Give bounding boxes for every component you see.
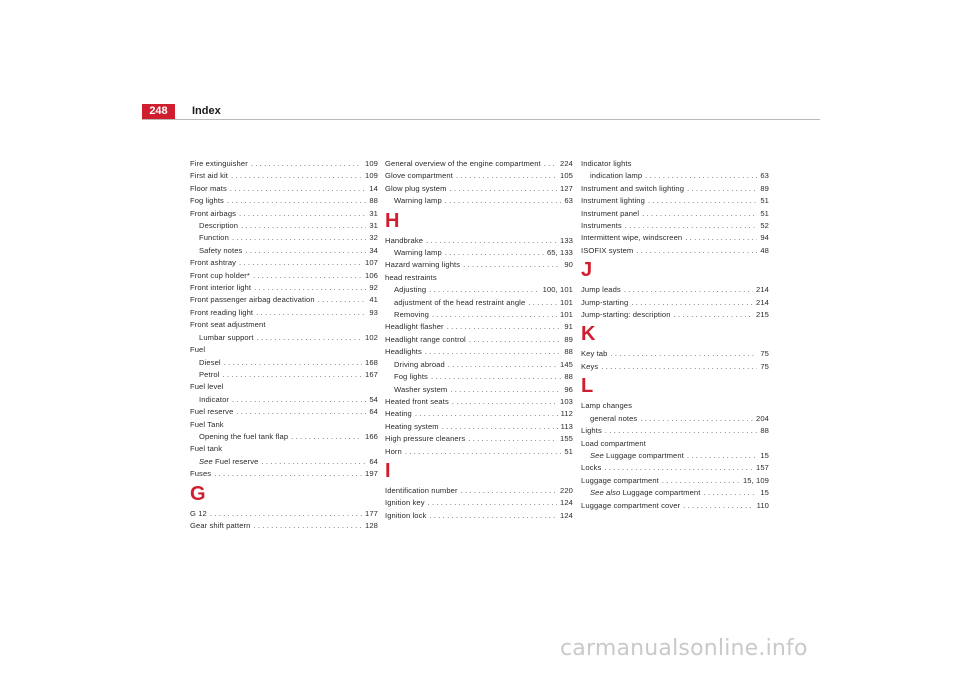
leader-dots — [604, 462, 753, 474]
entry-term: Function — [199, 233, 229, 243]
leader-dots — [452, 396, 557, 408]
index-subentry — [385, 297, 573, 309]
index-entry — [190, 270, 378, 282]
index-subentry — [385, 371, 573, 383]
leader-dots — [245, 245, 366, 257]
leader-dots — [687, 183, 757, 195]
index-entry — [190, 381, 378, 393]
index-entry — [385, 272, 573, 284]
index-entry — [385, 170, 573, 182]
section-letter: L — [581, 375, 594, 398]
entry-term: Heating system — [385, 421, 439, 431]
page-reference: 88 — [369, 196, 378, 206]
header-divider — [142, 119, 820, 120]
page-reference: 109 — [365, 171, 378, 181]
page-reference: 92 — [369, 283, 378, 293]
entry-term: Luggage compartment cover — [581, 500, 681, 510]
entry-term: Jump leads — [581, 285, 621, 295]
page-reference: 90 — [564, 260, 573, 270]
leader-dots — [631, 297, 753, 309]
page-reference: 106 — [365, 270, 378, 280]
entry-term: Washer system — [394, 384, 448, 394]
entry-term: Front interior light — [190, 283, 252, 293]
page-reference: 220 — [560, 485, 573, 495]
entry-term: adjustment of the head restraint angle — [394, 297, 526, 307]
leader-dots — [442, 421, 558, 433]
leader-dots — [426, 235, 557, 247]
page-title: Index — [192, 105, 221, 117]
index-entry — [190, 520, 378, 532]
leader-dots — [469, 334, 562, 346]
leader-dots — [236, 406, 366, 418]
page-reference: 157 — [756, 463, 769, 473]
page-reference: 88 — [564, 372, 573, 382]
index-subentry — [385, 359, 573, 371]
entry-term: indication lamp — [590, 171, 643, 181]
see-reference: See also — [590, 488, 621, 498]
page-reference: 88 — [564, 347, 573, 357]
index-entry — [190, 257, 378, 269]
entry-term: Hazard warning lights — [385, 260, 461, 270]
page-reference: 75 — [760, 349, 769, 359]
page-reference: 32 — [369, 233, 378, 243]
leader-dots — [428, 497, 557, 509]
page-reference: 167 — [365, 369, 378, 379]
page-reference: 107 — [365, 258, 378, 268]
entry-term: Adjusting — [394, 285, 427, 295]
entry-term: Fuel level — [190, 382, 224, 392]
page-reference: 89 — [760, 183, 769, 193]
index-entry — [581, 208, 769, 220]
index-column-1 — [190, 158, 378, 532]
index-entry — [581, 232, 769, 244]
entry-term: Indicator — [199, 394, 230, 404]
leader-dots — [445, 195, 562, 207]
leader-dots — [251, 158, 362, 170]
page-reference: 103 — [560, 396, 573, 406]
entry-term: Gear shift pattern — [190, 520, 251, 530]
page-reference: 96 — [564, 384, 573, 394]
entry-term: Front cup holder* — [190, 270, 250, 280]
index-entry — [190, 319, 378, 331]
index-entry — [190, 183, 378, 195]
page-reference: 113 — [560, 421, 573, 431]
entry-term: Headlights — [385, 347, 422, 357]
index-subentry — [385, 284, 573, 296]
leader-dots — [447, 321, 562, 333]
leader-dots — [257, 332, 362, 344]
entry-term: Identification number — [385, 485, 458, 495]
page-reference: 63 — [760, 171, 769, 181]
page-reference: 31 — [369, 208, 378, 218]
index-entry — [581, 400, 769, 412]
page-reference: 166 — [365, 431, 378, 441]
page-reference: 51 — [760, 208, 769, 218]
leader-dots — [461, 485, 557, 497]
entry-term: Glow plug system — [385, 183, 447, 193]
page-reference: 64 — [369, 456, 378, 466]
page-reference: 34 — [369, 245, 378, 255]
leader-dots — [253, 520, 362, 532]
leader-dots — [624, 284, 753, 296]
entry-term: Front seat adjustment — [190, 320, 266, 330]
leader-dots — [232, 232, 366, 244]
leader-dots — [601, 361, 757, 373]
index-entry — [581, 475, 769, 487]
entry-term: Instrument panel — [581, 208, 640, 218]
entry-term: Front reading light — [190, 307, 254, 317]
entry-term: Instrument and switch lighting — [581, 183, 685, 193]
leader-dots — [450, 384, 561, 396]
index-entry — [581, 297, 769, 309]
entry-term: general notes — [590, 413, 638, 423]
index-entry — [385, 396, 573, 408]
section-letter: H — [385, 209, 400, 232]
index-entry — [385, 485, 573, 497]
index-entry — [581, 158, 769, 170]
entry-term: Ignition lock — [385, 510, 427, 520]
see-reference: See — [590, 450, 604, 460]
page-reference: 112 — [560, 409, 573, 419]
entry-term: Fuel Tank — [190, 419, 224, 429]
leader-dots — [253, 270, 362, 282]
page-reference: 48 — [760, 245, 769, 255]
leader-dots — [232, 394, 366, 406]
index-entry — [190, 406, 378, 418]
page-reference: 124 — [560, 498, 573, 508]
index-subentry — [581, 413, 769, 425]
index-entry — [581, 425, 769, 437]
index-subentry — [190, 245, 378, 257]
entry-term: Ignition key — [385, 498, 425, 508]
index-entry — [190, 468, 378, 480]
leader-dots — [645, 170, 757, 182]
index-entry — [385, 433, 573, 445]
index-entry — [385, 346, 573, 358]
entry-term: Diesel — [199, 357, 221, 367]
entry-term: Luggage compartment — [581, 475, 659, 485]
index-entry — [385, 321, 573, 333]
index-subentry — [581, 487, 769, 499]
index-entry — [581, 245, 769, 257]
entry-term: Glove compartment — [385, 171, 453, 181]
index-entry — [385, 158, 573, 170]
leader-dots — [425, 346, 561, 358]
leader-dots — [683, 500, 753, 512]
index-entry — [190, 508, 378, 520]
section-letter: I — [385, 459, 391, 482]
index-entry — [581, 361, 769, 373]
page-reference: 214 — [756, 297, 769, 307]
leader-dots — [318, 294, 367, 306]
leader-dots — [468, 433, 557, 445]
leader-dots — [415, 408, 558, 420]
section-letter: K — [581, 323, 596, 346]
entry-term: Key tab — [581, 349, 608, 359]
entry-term: G 12 — [190, 508, 207, 518]
leader-dots — [429, 284, 540, 296]
page-reference: 110 — [756, 500, 769, 510]
index-subentry — [190, 394, 378, 406]
index-subentry — [385, 309, 573, 321]
entry-term: High pressure cleaners — [385, 434, 466, 444]
index-entry — [190, 282, 378, 294]
entry-term: Instruments — [581, 221, 622, 231]
leader-dots — [605, 425, 757, 437]
entry-term: First aid kit — [190, 171, 229, 181]
leader-dots — [662, 475, 740, 487]
leader-dots — [687, 450, 757, 462]
page-reference: 133 — [560, 235, 573, 245]
index-entry — [581, 438, 769, 450]
leader-dots — [640, 413, 753, 425]
entry-term: Luggage compartment — [606, 450, 684, 460]
page-reference: 52 — [760, 221, 769, 231]
leader-dots — [214, 468, 362, 480]
index-subentry — [385, 247, 573, 259]
index-entry — [581, 309, 769, 321]
leader-dots — [239, 257, 362, 269]
entry-term: Lamp changes — [581, 401, 633, 411]
page-reference: 197 — [365, 469, 378, 479]
leader-dots — [544, 158, 557, 170]
leader-dots — [674, 309, 753, 321]
page-reference: 15, 109 — [742, 475, 769, 485]
page-reference: 63 — [564, 196, 573, 206]
page-reference: 41 — [369, 295, 378, 305]
index-entry — [581, 183, 769, 195]
page-reference: 75 — [760, 361, 769, 371]
entry-term: Floor mats — [190, 183, 227, 193]
leader-dots — [405, 446, 561, 458]
page-reference: 15 — [760, 488, 769, 498]
watermark: carmanualsonline.info — [560, 636, 808, 661]
page-reference: 215 — [756, 310, 769, 320]
entry-term: Lights — [581, 426, 602, 436]
page-number-badge: 248 — [142, 104, 175, 119]
page-reference: 124 — [560, 510, 573, 520]
page-reference: 127 — [560, 183, 573, 193]
entry-term: Intermittent wipe, windscreen — [581, 233, 683, 243]
page-reference: 91 — [564, 322, 573, 332]
entry-term: Locks — [581, 463, 602, 473]
index-entry — [190, 195, 378, 207]
entry-term: General overview of the engine compartment — [385, 159, 541, 168]
entry-term: Jump-starting: description — [581, 310, 671, 320]
index-subentry — [190, 357, 378, 369]
entry-term: Driving abroad — [394, 359, 445, 369]
entry-term: Fuel tank — [190, 444, 223, 454]
entry-term: head restraints — [385, 272, 437, 282]
page-reference: 109 — [365, 159, 378, 168]
index-entry — [190, 307, 378, 319]
page-reference: 15 — [760, 450, 769, 460]
leader-dots — [230, 183, 366, 195]
leader-dots — [210, 508, 362, 520]
index-subentry — [190, 456, 378, 468]
index-entry — [581, 462, 769, 474]
page-reference: 102 — [365, 332, 378, 342]
leader-dots — [231, 170, 362, 182]
page-reference: 145 — [560, 359, 573, 369]
entry-term: Fuel reserve — [190, 407, 234, 417]
leader-dots — [610, 348, 757, 360]
entry-term: Front ashtray — [190, 258, 237, 268]
index-entry — [385, 408, 573, 420]
entry-term: Lumbar support — [199, 332, 254, 342]
leader-dots — [625, 220, 758, 232]
leader-dots — [256, 307, 366, 319]
leader-dots — [450, 183, 557, 195]
section-letter: G — [190, 482, 206, 505]
page-reference: 51 — [760, 196, 769, 206]
entry-term: Warning lamp — [394, 248, 442, 258]
page-reference: 93 — [369, 307, 378, 317]
index-entry — [385, 235, 573, 247]
index-entry — [581, 220, 769, 232]
leader-dots — [463, 259, 561, 271]
page-reference: 100, 101 — [542, 285, 573, 295]
page-reference: 31 — [369, 221, 378, 231]
entry-term: Front passenger airbag deactivation — [190, 295, 315, 305]
entry-term: Fog lights — [190, 196, 224, 206]
leader-dots — [448, 359, 557, 371]
entry-term: Fire extinguisher — [190, 159, 248, 168]
index-column-2 — [385, 158, 573, 522]
page-reference: 155 — [560, 434, 573, 444]
leader-dots — [241, 220, 366, 232]
entry-term: Warning lamp — [394, 196, 442, 206]
entry-term: Safety notes — [199, 245, 243, 255]
entry-term: Fuel reserve — [215, 456, 259, 466]
leader-dots — [445, 247, 544, 259]
page-reference: 204 — [756, 413, 769, 423]
leader-dots — [648, 195, 757, 207]
leader-dots — [261, 456, 366, 468]
page-reference: 214 — [756, 285, 769, 295]
index-column-3 — [581, 158, 769, 512]
index-subentry — [581, 170, 769, 182]
index-subentry — [385, 195, 573, 207]
page-reference: 101 — [560, 297, 573, 307]
index-entry — [385, 421, 573, 433]
page-reference: 224 — [560, 159, 573, 168]
index-entry — [385, 183, 573, 195]
entry-term: Indicator lights — [581, 159, 632, 168]
index-subentry — [190, 232, 378, 244]
entry-term: Horn — [385, 446, 402, 456]
entry-term: Heating — [385, 409, 412, 419]
entry-term: Fuel — [190, 345, 206, 355]
entry-term: Petrol — [199, 369, 220, 379]
entry-term: Fog lights — [394, 372, 428, 382]
index-entry — [581, 284, 769, 296]
leader-dots — [642, 208, 757, 220]
page-reference: 54 — [369, 394, 378, 404]
page-reference: 94 — [760, 233, 769, 243]
entry-term: Handbrake — [385, 235, 424, 245]
index-entry — [385, 497, 573, 509]
page-reference: 51 — [564, 446, 573, 456]
index-entry — [190, 419, 378, 431]
entry-term: Description — [199, 221, 239, 231]
entry-term: Headlight range control — [385, 334, 466, 344]
index-entry — [385, 259, 573, 271]
index-entry — [581, 195, 769, 207]
section-letter: J — [581, 259, 593, 282]
entry-term: ISOFIX system — [581, 245, 634, 255]
leader-dots — [431, 371, 561, 383]
entry-term: Opening the fuel tank flap — [199, 431, 289, 441]
page-reference: 65, 133 — [546, 248, 573, 258]
leader-dots — [703, 487, 757, 499]
entry-term: Instrument lighting — [581, 196, 645, 206]
index-entry — [385, 446, 573, 458]
page-reference: 89 — [564, 334, 573, 344]
entry-term: Front airbags — [190, 208, 237, 218]
index-entry — [190, 294, 378, 306]
index-subentry — [581, 450, 769, 462]
leader-dots — [528, 297, 557, 309]
index-subentry — [385, 384, 573, 396]
leader-dots — [222, 369, 362, 381]
leader-dots — [239, 208, 366, 220]
leader-dots — [429, 510, 557, 522]
index-entry — [190, 170, 378, 182]
page-reference: 177 — [365, 508, 378, 518]
page-reference: 128 — [365, 520, 378, 530]
page-reference: 64 — [369, 407, 378, 417]
leader-dots — [254, 282, 366, 294]
entry-term: Headlight flasher — [385, 322, 444, 332]
index-entry — [190, 443, 378, 455]
page-reference: 105 — [560, 171, 573, 181]
entry-term: Jump-starting — [581, 297, 629, 307]
index-entry — [385, 510, 573, 522]
leader-dots — [291, 431, 362, 443]
index-entry — [190, 158, 378, 170]
page-reference: 88 — [760, 426, 769, 436]
entry-term: Keys — [581, 361, 599, 371]
index-entry — [385, 334, 573, 346]
entry-term: Luggage compartment — [622, 488, 701, 498]
index-entry — [190, 344, 378, 356]
entry-term: Heated front seats — [385, 396, 449, 406]
index-subentry — [190, 431, 378, 443]
index-entry — [581, 500, 769, 512]
leader-dots — [224, 357, 362, 369]
index-subentry — [190, 369, 378, 381]
leader-dots — [685, 232, 757, 244]
index-entry — [581, 348, 769, 360]
leader-dots — [456, 170, 557, 182]
leader-dots — [636, 245, 757, 257]
page-reference: 101 — [560, 310, 573, 320]
page-reference: 168 — [365, 357, 378, 367]
leader-dots — [227, 195, 366, 207]
index-subentry — [190, 332, 378, 344]
entry-term: Removing — [394, 310, 429, 320]
index-subentry — [190, 220, 378, 232]
page-reference: 14 — [369, 183, 378, 193]
index-entry — [190, 208, 378, 220]
entry-term: Load compartment — [581, 438, 646, 448]
leader-dots — [432, 309, 557, 321]
entry-term: Fuses — [190, 469, 212, 479]
see-reference: See — [199, 456, 213, 466]
